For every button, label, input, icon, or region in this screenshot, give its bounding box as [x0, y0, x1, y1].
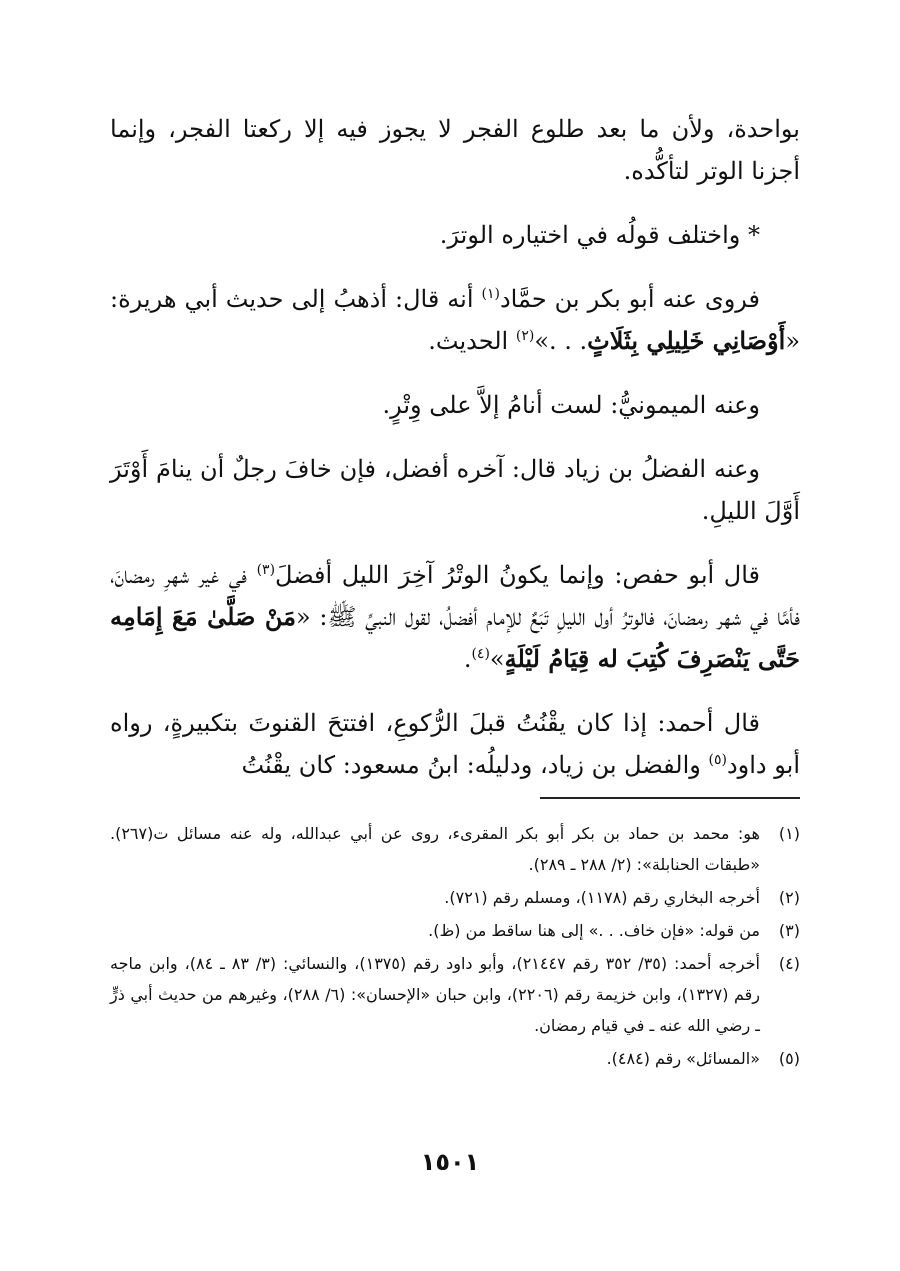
footnote-separator — [540, 797, 800, 799]
footnote-5 — [110, 1043, 800, 1074]
paragraph-7-part-b: والفضل بن زياد، ودليلُه: ابنُ مسعود: كان يقْنُتُ — [241, 751, 709, 779]
footnote-number: (٣) — [778, 921, 800, 940]
footnotes — [110, 818, 800, 1076]
footnote-number: (٤) — [778, 954, 800, 973]
hadith-quote-2: مَنْ صَلَّىٰ مَعَ إِمَامِه حَتَّى يَنْصَرِفَ كُتِبَ له قِيَامُ لَيْلَةٍ — [110, 602, 800, 673]
paragraph-3-part-a: فروى عنه أبو بكر بن حمَّاد — [499, 285, 760, 313]
footnote-3 — [110, 915, 800, 946]
footnote-number: (٥) — [778, 1049, 800, 1068]
paragraph-3-part-c: . . .» — [534, 327, 588, 355]
paragraph-7-part-a: قال أحمد: إذا كان يقْنُتُ قبلَ الرُّكوعِ، افتتحَ القنوتَ بتكبيرةٍ، رواه أبو داود — [110, 709, 800, 779]
footnote-number: (١) — [778, 824, 800, 843]
paragraph-5: وعنه الفضلُ بن زياد قال: آخره أفضل، فإن خافَ رجلٌ أن ينامَ أَوْتَرَ أَوَّلَ الليلِ. — [110, 455, 800, 525]
paragraph-3-part-d: الحديث. — [428, 327, 516, 355]
paragraph-6-part-d: . — [463, 645, 472, 673]
paragraph-1: بواحدة، ولأن ما بعد طلوع الفجر لا يجوز فيه إلا ركعتا الفجر، وإنما أجزنا الوتر لتأكُّده. — [110, 115, 800, 185]
footnote-1 — [110, 818, 800, 880]
paragraph-6 — [110, 554, 800, 680]
footnote-text: «المسائل» رقم (٤٨٤). — [606, 1049, 760, 1068]
footnote-text: أخرجه أحمد: (٣٥/ ٣٥٢ رقم ٢١٤٤٧)، وأبو داود رقم (١٣٧٥)، والنسائي: (٣/ ٨٣ ـ ٨٤)، وابن ماجه رقم (١٣٢٧)، وابن خزيمة رقم (٢٢٠٦)، وابن حبان «الإحسان»: (٦/ ٢٨٨)، وغيرهم من حديث أبي ذرٍّ ـ رضي الله عنه ـ في قيام رمضان. — [110, 954, 761, 1035]
footnote-text: من قوله: «فإن خاف. . .» إلى هنا ساقط من (ظ). — [428, 921, 760, 940]
paragraph-6-part-a: قال أبو حفص: وإنما يكونُ الوتْرُ آخِرَ الليل أفضلَ — [275, 561, 760, 589]
paragraph-3 — [110, 278, 800, 362]
footnote-text: أخرجه البخاري رقم (١١٧٨)، ومسلم رقم (٧٢١). — [444, 888, 760, 907]
paragraph-7 — [110, 702, 800, 786]
paragraph-4: وعنه الميمونيُّ: لست أنامُ إلاَّ على وِتْرٍ. — [382, 391, 760, 419]
footnote-ref-5[interactable]: (٥) — [708, 752, 727, 768]
footnote-4 — [110, 948, 800, 1041]
paragraph-6-part-c: » — [489, 645, 505, 673]
paragraph-3-part-b: أنه قال: أذهبُ إلى حديث أبي هريرة: « — [110, 285, 800, 355]
footnote-ref-1[interactable]: (١) — [481, 286, 500, 302]
footnote-ref-3[interactable]: (٣) — [256, 562, 276, 578]
footnote-number: (٢) — [778, 888, 800, 907]
footnote-2 — [110, 882, 800, 913]
footnote-text: هو: محمد بن حماد بن بكر أبو بكر المقرىء، روى عن أبي عبدالله، وله عنه مسائل ت(٢٦٧). «طبقات الحنابلة»: (٢/ ٢٨٨ ـ ٢٨٩). — [110, 824, 760, 874]
page-number: ١٥٠١ — [420, 1148, 480, 1176]
footnote-ref-4[interactable]: (٤) — [471, 646, 490, 662]
paragraph-6-part-b: في غير شهرِ رمضانَ، فأمَّا في شهر رمضانَ، فالوترُ أول الليلِ تَبَعٌ للإمام أفضلُ، لقول النبيِّ ﷺ: « — [110, 561, 800, 631]
paragraph-2: * واختلف قولُه في اختياره الوترَ. — [439, 221, 760, 249]
main-text — [110, 108, 800, 808]
footnote-ref-2[interactable]: (٢) — [515, 328, 535, 344]
hadith-quote-1: أَوْصَانِي خَلِيلِي بِثَلَاثٍ — [587, 326, 786, 355]
